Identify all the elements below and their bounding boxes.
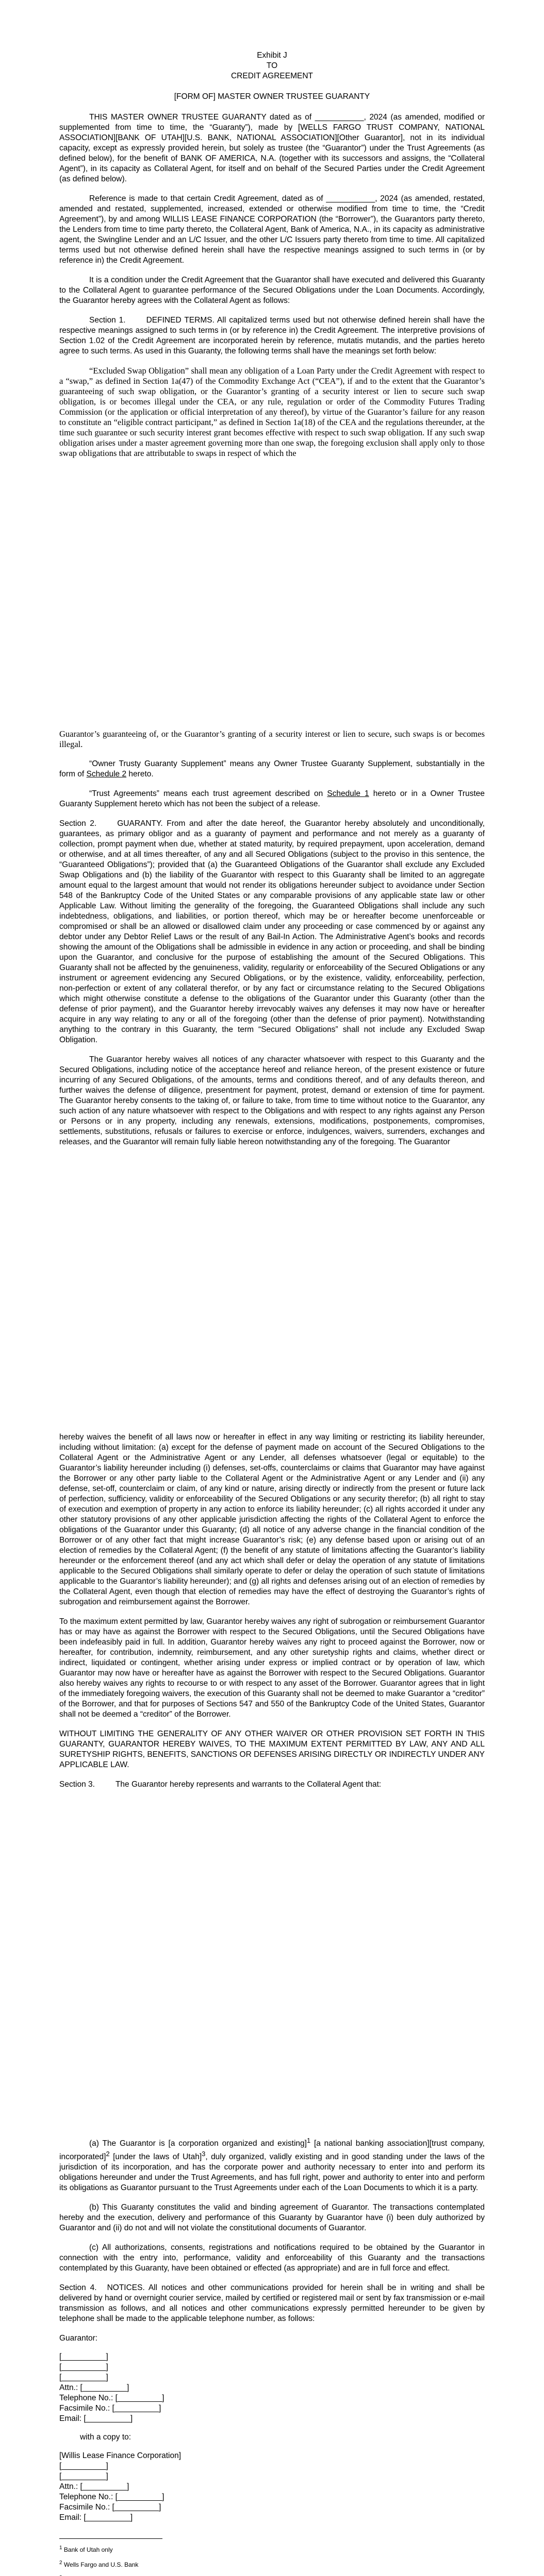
section-3 [59,1780,485,1790]
section-4-number: Section 4. [59,2283,97,2293]
page-2 [0,703,544,1406]
willis-blank-2: [__________] [59,2472,108,2481]
section-2 [59,819,485,1045]
footnote-3 [59,2574,485,2576]
section-4-heading: NOTICES. [107,2283,145,2293]
footnote-rule [59,2538,162,2539]
willis-facsimile: Facsimile No.: [__________] [59,2503,161,2512]
guarantor-blank-3: [__________] [59,2373,108,2382]
guarantor-label: Guarantor: [59,2334,98,2343]
willis-email: Email: [__________] [59,2513,133,2522]
section-4 [59,2283,485,2324]
agreement-label: CREDIT AGREEMENT [230,72,314,80]
representation-c: (c) All authorizations, consents, registrations and notifications required to be obtained by the Guarantor in connection with the entry into, performance, validity and enforceability of this Guaranty and the transactions contemplated by this Guaranty, have been obtained or effected (as appropriate) and are in full force and effect. [59,2243,485,2273]
guarantor-telephone: Telephone No.: [__________] [59,2394,164,2403]
guarantor-blank-1: [__________] [59,2352,108,2362]
owner-trusty-definition [59,759,485,779]
rep-a-text-3: [under the laws of Utah] [113,2153,202,2162]
footnote-2-number: 2 [59,2560,62,2566]
guarantor-facsimile: Facsimile No.: [__________] [59,2404,161,2413]
representation-a [59,2136,485,2193]
footnote-ref-3[interactable]: 3 [202,2150,206,2158]
representation-b: (b) This Guaranty constitutes the valid and binding agreement of Guarantor. The transactions contemplated hereby and the execution, delivery and performance of this Guaranty by Guarantor have (i) been duly authorized by Guarantor and (ii) do not and will not violate the constitutional documents of Guarantor. [59,2203,485,2233]
footnote-2 [59,2559,485,2569]
footnote-ref-2[interactable]: 2 [106,2150,110,2158]
willis-blank-1: [__________] [59,2462,108,2471]
section-4-text: All notices and other communications provided for herein shall be in writing and shall be delivered by hand or overnight courier service, mailed by certified or registered mail or sent by fax transmission or e-mail transmission as follows, and all notices and other communications expressly permitted hereunder to be given by telephone shall be made to the applicable telephone number, as follows: [59,2283,485,2324]
footnote-1 [59,2544,485,2554]
exhibit-label: Exhibit J [257,51,287,60]
section-3-text: The Guarantor hereby represents and warrants to the Collateral Agent that: [115,1780,382,1789]
trust-agreements-definition [59,789,485,809]
guarantor-notice-block [59,2333,485,2523]
section-1-heading: DEFINED TERMS. [146,316,215,325]
reference-paragraph: Reference is made to that certain Credit Agreement, dated as of ___________, 2024 (as amended, restated, amended and restated, supplemented, increased, extended or otherwise modified from time to time, the “Credit Agreement”), by and among WILLIS LEASE FINANCE CORPORATION (the “Borrower”), the Guarantors party thereto, the Lenders from time to time party thereto, the Collateral Agent, Bank of America, N.A., in its capacity as administrative agent, the Swingline Lender and an L/C Issuer, and the other L/C Issuers party thereto from time to time. All capitalized terms used but not otherwise defined herein shall have the respective meanings assigned to such terms in (or by reference in) the Credit Agreement. [59,194,485,265]
waiver-paragraph: The Guarantor hereby waives all notices of any character whatsoever with respect to this Guaranty and the Secured Obligations, including notice of the acceptance hereof and reliance hereon, of the present existence or future incurring of any Secured Obligations, of the amounts, terms and conditions thereof, and of any defaults thereon, and further waives the defense of diligence, presentment for payment, protest, demand or extension of time for payment. The Guarantor hereby consents to the taking of, or failure to take, from time to time without notice to the Guarantor, any such action of any nature whatsoever with respect to the Obligations and with respect to any rights against any Person or Persons or in any property, including any renewals, extensions, modifications, postponements, compromises, settlements, substitutions, refusals or failures to exercise or enforce, indulgences, waivers, surrenders, exchanges and releases, and the Guarantor will remain fully liable hereon notwithstanding any of the foregoing. The Guarantor [59,1055,485,1146]
schedule-1-link[interactable]: Schedule 1 [327,789,369,798]
guarantor-blank-2: [__________] [59,2363,108,2372]
trust-agreements-end: hereto or in a Owner Trustee Guaranty Supplement hereto which has not been the subject of a release. [59,789,485,808]
section-2-text: From and after the date hereof, the Guarantor hereby absolutely and unconditionally, guarantees, as primary obligor and as a guaranty of payment and performance and not merely as a guaranty of collection, prompt payment when due, whether at stated maturity, by required prepayment, upon acceleration, demand or otherwise, and at all times thereafter, of any and all Secured Obligations (subject to the proviso in this sentence, the “Guaranteed Obligations”); provided that (a) the Guaranteed Obligations of the Guarantor shall exclude any Excluded Swap Obligations and (b) the liability of the Guarantor with respect to this Guaranty shall be limited to an aggregate amount equal to the largest amount that would not render its obligations hereunder subject to avoidance under Section 548 of the Bankruptcy Code of the United States or any comparable provisions of any applicable state law or other Applicable Law. Without limiting the generality of the foregoing, the Guaranteed Obligations shall include any such indebtedness, obligations, and liabilities, or portion thereof, which may be or hereafter become unenforceable or compromised or shall be an allowed or disallowed claim under any proceeding or case commenced by or against any debtor under any Debtor Relief Laws or the result of any Bail-In Action. The Administrative Agent’s books and records showing the amount of the Obligations shall be admissible in evidence in any action or proceeding, and shall be binding upon the Guarantor, and conclusive for the purpose of establishing the amount of the Secured Obligations. This Guaranty shall not be affected by the genuineness, validity, regularity or enforceability of the Secured Obligations or any instrument or agreement evidencing any Secured Obligations, or by the existence, validity, enforceability, perfection, non-perfection or extent of any collateral therefor, or by any fact or circumstance relating to the Secured Obligations which might otherwise constitute a defense to the obligations of the Guarantor under this Guaranty (other than the defense of prior payment), and the Guarantor hereby irrevocably waives any defenses it may now have or hereafter acquire in any way relating to any or all of the foregoing (other than the defense of prior payment). Notwithstanding anything to the contrary in this Guaranty, the term “Secured Obligations” shall not include any Excluded Swap Obligation. [59,819,485,1044]
section-1-text: All capitalized terms used but not otherwise defined herein shall have the respective meanings assigned to such terms in (or by reference in) the Credit Agreement. The interpretive provisions of Section 1.02 of the Credit Agreement are incorporated herein by reference, mutatis mutandis, and the parties hereto agree to such terms. As used in this Guaranty, the following terms shall have the meanings set forth below: [59,316,485,355]
form-title: [FORM OF] MASTER OWNER TRUSTEE GUARANTY [174,92,370,101]
willis-attn: Attn.: [__________] [59,2482,129,2492]
section-2-number: Section 2. [59,819,97,828]
footnote-2-text: Wells Fargo and U.S. Bank [63,2561,139,2569]
section-2-heading: GUARANTY. [117,819,163,828]
rep-a-text-4: , duly organized, validly existing and in good standing under the laws of the jurisdiction of its incorporation, and has the corporate power and authority necessary to enter into and perform its obligations hereunder and under the Trust Agreements, and has full right, power and authority to enter into and perform its obligations as Guarantor pursuant to the Trust Agreements under each of the Loan Documents to which it is a party. [59,2153,485,2193]
guarantor-attn: Attn.: [__________] [59,2383,129,2393]
excluded-swap-definition: “Excluded Swap Obligation” shall mean any obligation of a Loan Party under the Credit Agreement with respect to a “swap,” as defined in Section 1a(47) of the Commodity Exchange Act (“CEA”), if and to the extent that the Guarantor’s guaranteeing of such swap obligation, or the Guarantor’s granting of a security interest or lien to secure such swap obligation, is or becomes illegal under the CEA, or any rule, regulation or order of the Commodity Futures Trading Commission (or the application or official interpretation of any thereof), by virtue of the Guarantor’s failure for any reason to constitute an “eligible contract participant,” as defined in Section 1a(18) of the CEA and the regulations thereunder, at the time such guarantee or such security interest grant becomes effective with respect to such swap obligation. If any such swap obligation arises under a master agreement governing more than one swap, the foregoing exclusion shall apply only to those swap obligations that are attributable to swaps in respect of which the [59,366,485,458]
section-1 [59,315,485,357]
footnote-1-number: 1 [59,2545,62,2551]
page-4 [0,2110,544,2576]
rep-a-text-2: [a national banking association][trust company, incorporated] [59,2139,485,2162]
subrogation-paragraph: To the maximum extent permitted by law, Guarantor hereby waives any right of subrogation or reimbursement Guarantor has or may have as against the Borrower with respect to the Secured Obligations, until the Secured Obligations have been indefeasibly paid in full. In addition, Guarantor hereby waives any right to proceed against the Borrower, now or hereafter, for contribution, indemnity, reimbursement, and any other suretyship rights and claims, whether direct or indirect, liquidated or contingent, whether arising under express or implied contract or by operation of law, which Guarantor may now have or hereafter have as against the Borrower with respect to the Secured Obligations. Guarantor also hereby waives any rights to recourse to or with respect to any asset of the Borrower. Guarantor agrees that in light of the immediately foregoing waivers, the execution of this Guaranty shall not be deemed to make Guarantor a “creditor” of the Borrower, and that for purposes of Sections 547 and 550 of the Bankruptcy Code of the United States, Guarantor shall not be deemed a “creditor” of the Borrower. [59,1617,485,1719]
copy-to-label: with a copy to: [80,2433,131,2442]
trust-agreements-text: “Trust Agreements” means each trust agreement described on [89,789,323,798]
willis-label: [Willis Lease Finance Corporation] [59,2451,182,2461]
to-label: TO [266,61,278,70]
schedule-2-link[interactable]: Schedule 2 [86,770,127,778]
willis-telephone: Telephone No.: [__________] [59,2493,164,2502]
intro-paragraph: THIS MASTER OWNER TRUSTEE GUARANTY dated as of ___________, 2024 (as amended, modified or supplemented from time to time, the “Guaranty”), made by [WELLS FARGO TRUST COMPANY, NATIONAL ASSOCIATION][BANK OF UTAH][U.S. BANK, NATIONAL ASSOCIATION][Other Guarantor], not in its individual capacity, except as expressly provided herein, but solely as trustee (the “Guarantor”) under the Trust Agreements (as defined below), for the benefit of BANK OF AMERICA, N.A. (together with its successors and assigns, the “Collateral Agent”), in its capacity as Collateral Agent, for itself and on behalf of the Secured Parties under the Credit Agreement (as defined below). [59,113,485,183]
caps-waiver-paragraph: WITHOUT LIMITING THE GENERALITY OF ANY OTHER WAIVER OR OTHER PROVISION SET FORTH IN THIS GUARANTY, GUARANTOR HEREBY WAIVES, TO THE MAXIMUM EXTENT PERMITTED BY LAW, ANY AND ALL SURETYSHIP RIGHTS, BENEFITS, SANCTIONS OR DEFENSES ARISING DIRECTLY OR INDIRECTLY UNDER ANY APPLICABLE LAW. [59,1730,485,1769]
guarantor-email: Email: [__________] [59,2414,133,2424]
condition-paragraph: It is a condition under the Credit Agreement that the Guarantor shall have executed and delivered this Guaranty to the Collateral Agent to guarantee performance of the Secured Obligations under the Loan Documents. Accordingly, the Guarantor hereby agrees with the Collateral Agent as follows: [59,276,485,305]
page-3 [0,1406,544,2110]
footnote-ref-1[interactable]: 1 [306,2137,311,2144]
footnote-1-text: Bank of Utah only [63,2546,113,2554]
page-1 [0,0,544,703]
section-3-number: Section 3. [59,1780,95,1789]
owner-trusty-end: hereto. [128,770,154,778]
excluded-swap-continued: Guarantor’s guaranteeing of, or the Guarantor’s granting of a security interest or lien to secure, such swaps is or becomes illegal. [59,729,485,749]
waiver-continued: hereby waives the benefit of all laws now or hereafter in effect in any way limiting or restricting its liability hereunder, including without limitation: (a) except for the defense of payment made on account of the Secured Obligations to the Collateral Agent or the Administrative Agent or any Lender, all defenses whatsoever (legal or equitable) to the Guarantor’s liability hereunder including (i) defenses, set-offs, counterclaims or claims that Guarantor may have against the Borrower or any other party liable to the Collateral Agent or the Administrative Agent or any Lender and (ii) any defense, set-off, counterclaim or claim, of any kind or nature, arising directly or indirectly from the present or future lack of perfection, sufficiency, validity or enforceability of the Secured Obligations or any security therefor; (b) all right to stay of execution and exemption of property in any action to enforce its liability hereunder; (c) all rights accorded it under any other statutory provisions of any other applicable jurisdiction affecting the rights of the Collateral Agent to enforce the obligations of the Guarantor under this Guaranty; (d) all notice of any adverse change in the financial condition of the Borrower or of any other fact that might increase Guarantor’s risk; (e) any defense based upon or arising out of an election of remedies by the Collateral Agent; (f) the benefit of any statute of limitations affecting the Guarantor’s liability hereunder or the enforcement thereof (and any act which shall defer or delay the operation of any statute of limitations applicable to the Secured Obligations shall similarly operate to defer or delay the operation of such statute of limitations applicable to the Guarantor’s liability hereunder); and (g) all rights and defenses arising out of an election of remedies by the Collateral Agent, even though that election of remedies may have the effect of destroying the Guarantor’s rights of subrogation and reimbursement against the Borrower. [59,1433,485,1606]
owner-trusty-text: “Owner Trusty Guaranty Supplement” means any Owner Trustee Guaranty Supplement, substantially in the form of [59,759,485,778]
section-1-number: Section 1. [89,316,126,325]
rep-a-text: (a) The Guarantor is [a corporation organized and existing] [89,2139,307,2148]
